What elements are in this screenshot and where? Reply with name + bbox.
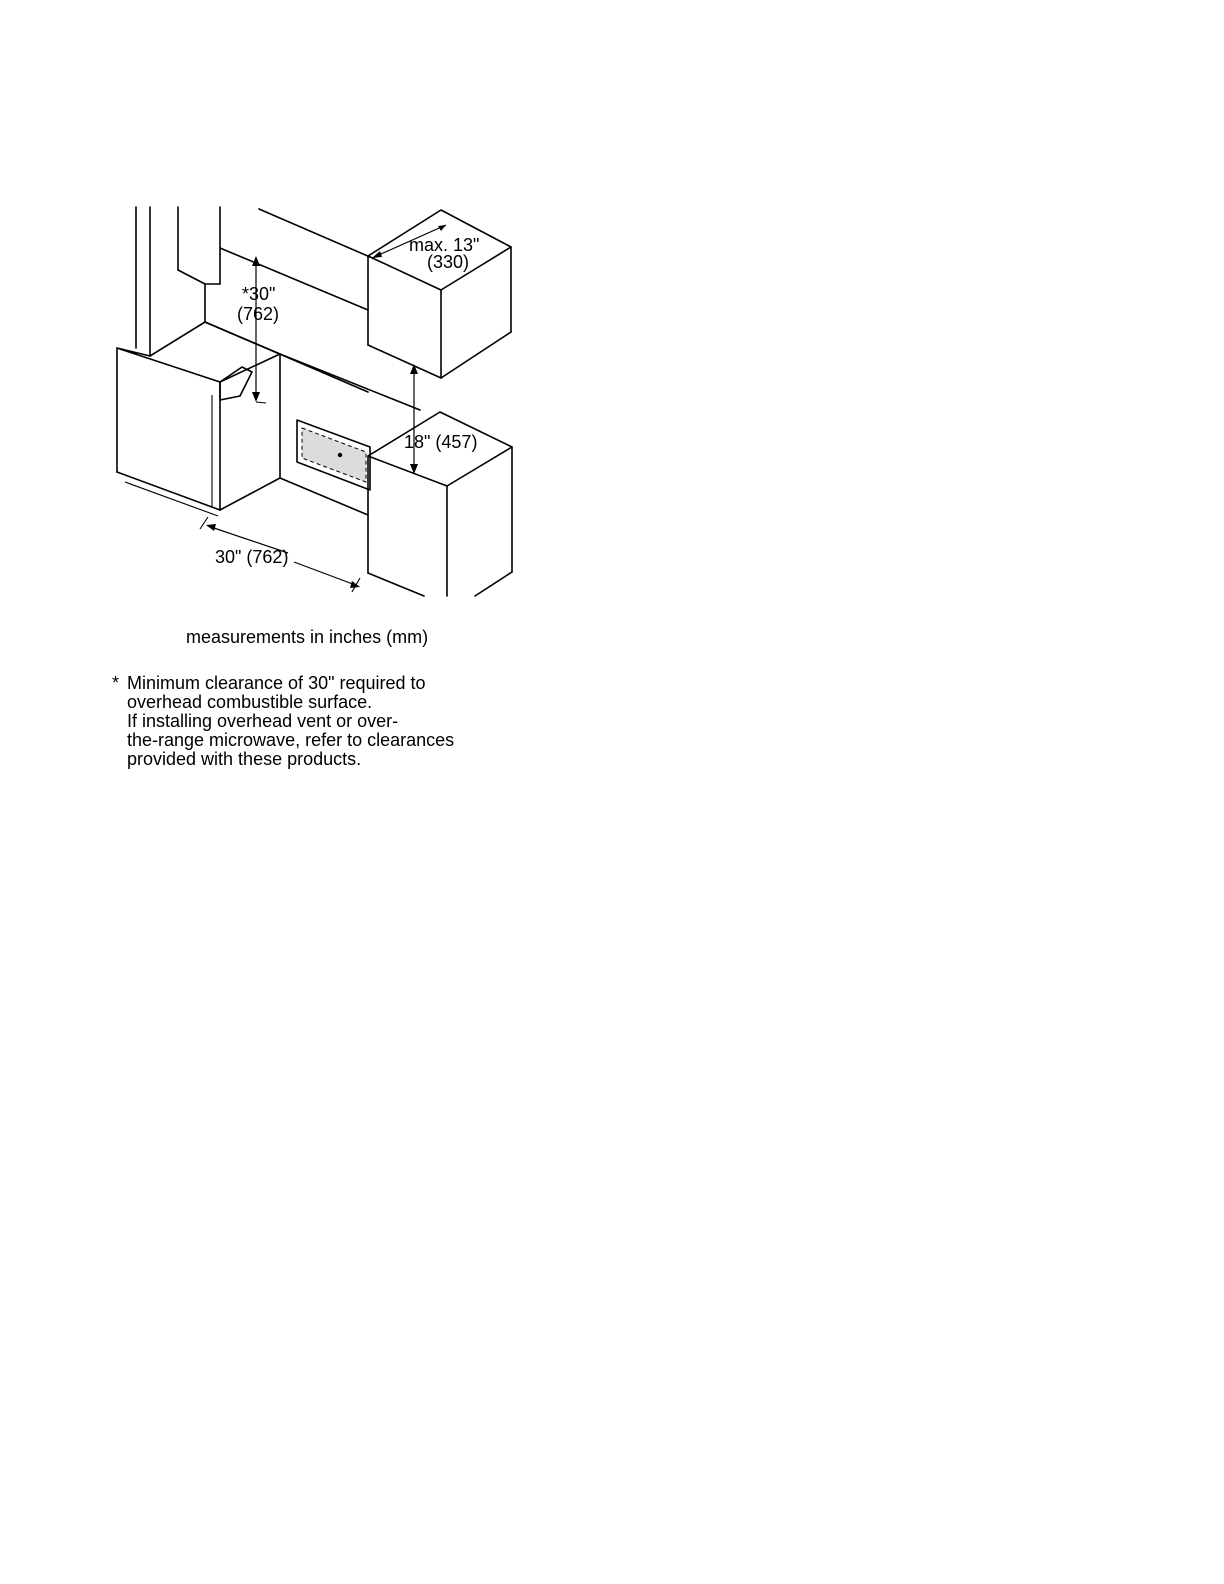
appliance-panel [297, 420, 370, 490]
cabinet-gap-label: 18" (457) [404, 432, 478, 452]
width-label: 30" (762) [215, 547, 289, 567]
counter-back-edge [280, 354, 420, 515]
upper-cabinet-left [178, 207, 220, 284]
overhead-label-bottom: (762) [237, 304, 280, 324]
footnote-line: the-range microwave, refer to clearances [127, 730, 455, 750]
clearance-footnote [112, 674, 512, 769]
left-wall-edges [136, 207, 150, 356]
max-depth-label-top: max. 13" [409, 235, 480, 255]
dimension-overhead-clearance [237, 256, 279, 403]
footnote-line: provided with these products. [127, 749, 362, 769]
installation-clearance-diagram [100, 195, 530, 605]
footnote-line: If installing overhead vent or over- [127, 711, 399, 731]
footnote-marker: * [112, 673, 120, 693]
dimension-width [200, 517, 360, 592]
footnote-line: overhead combustible surface. [127, 692, 373, 712]
measurement-units-caption: measurements in inches (mm) [186, 627, 429, 647]
rear-wall [150, 209, 370, 478]
overhead-label-top: *30" [242, 284, 276, 304]
max-depth-label-bottom: (330) [427, 252, 470, 272]
footnote-line: Minimum clearance of 30" required to [127, 673, 426, 693]
dimension-cabinet-gap [404, 364, 477, 474]
